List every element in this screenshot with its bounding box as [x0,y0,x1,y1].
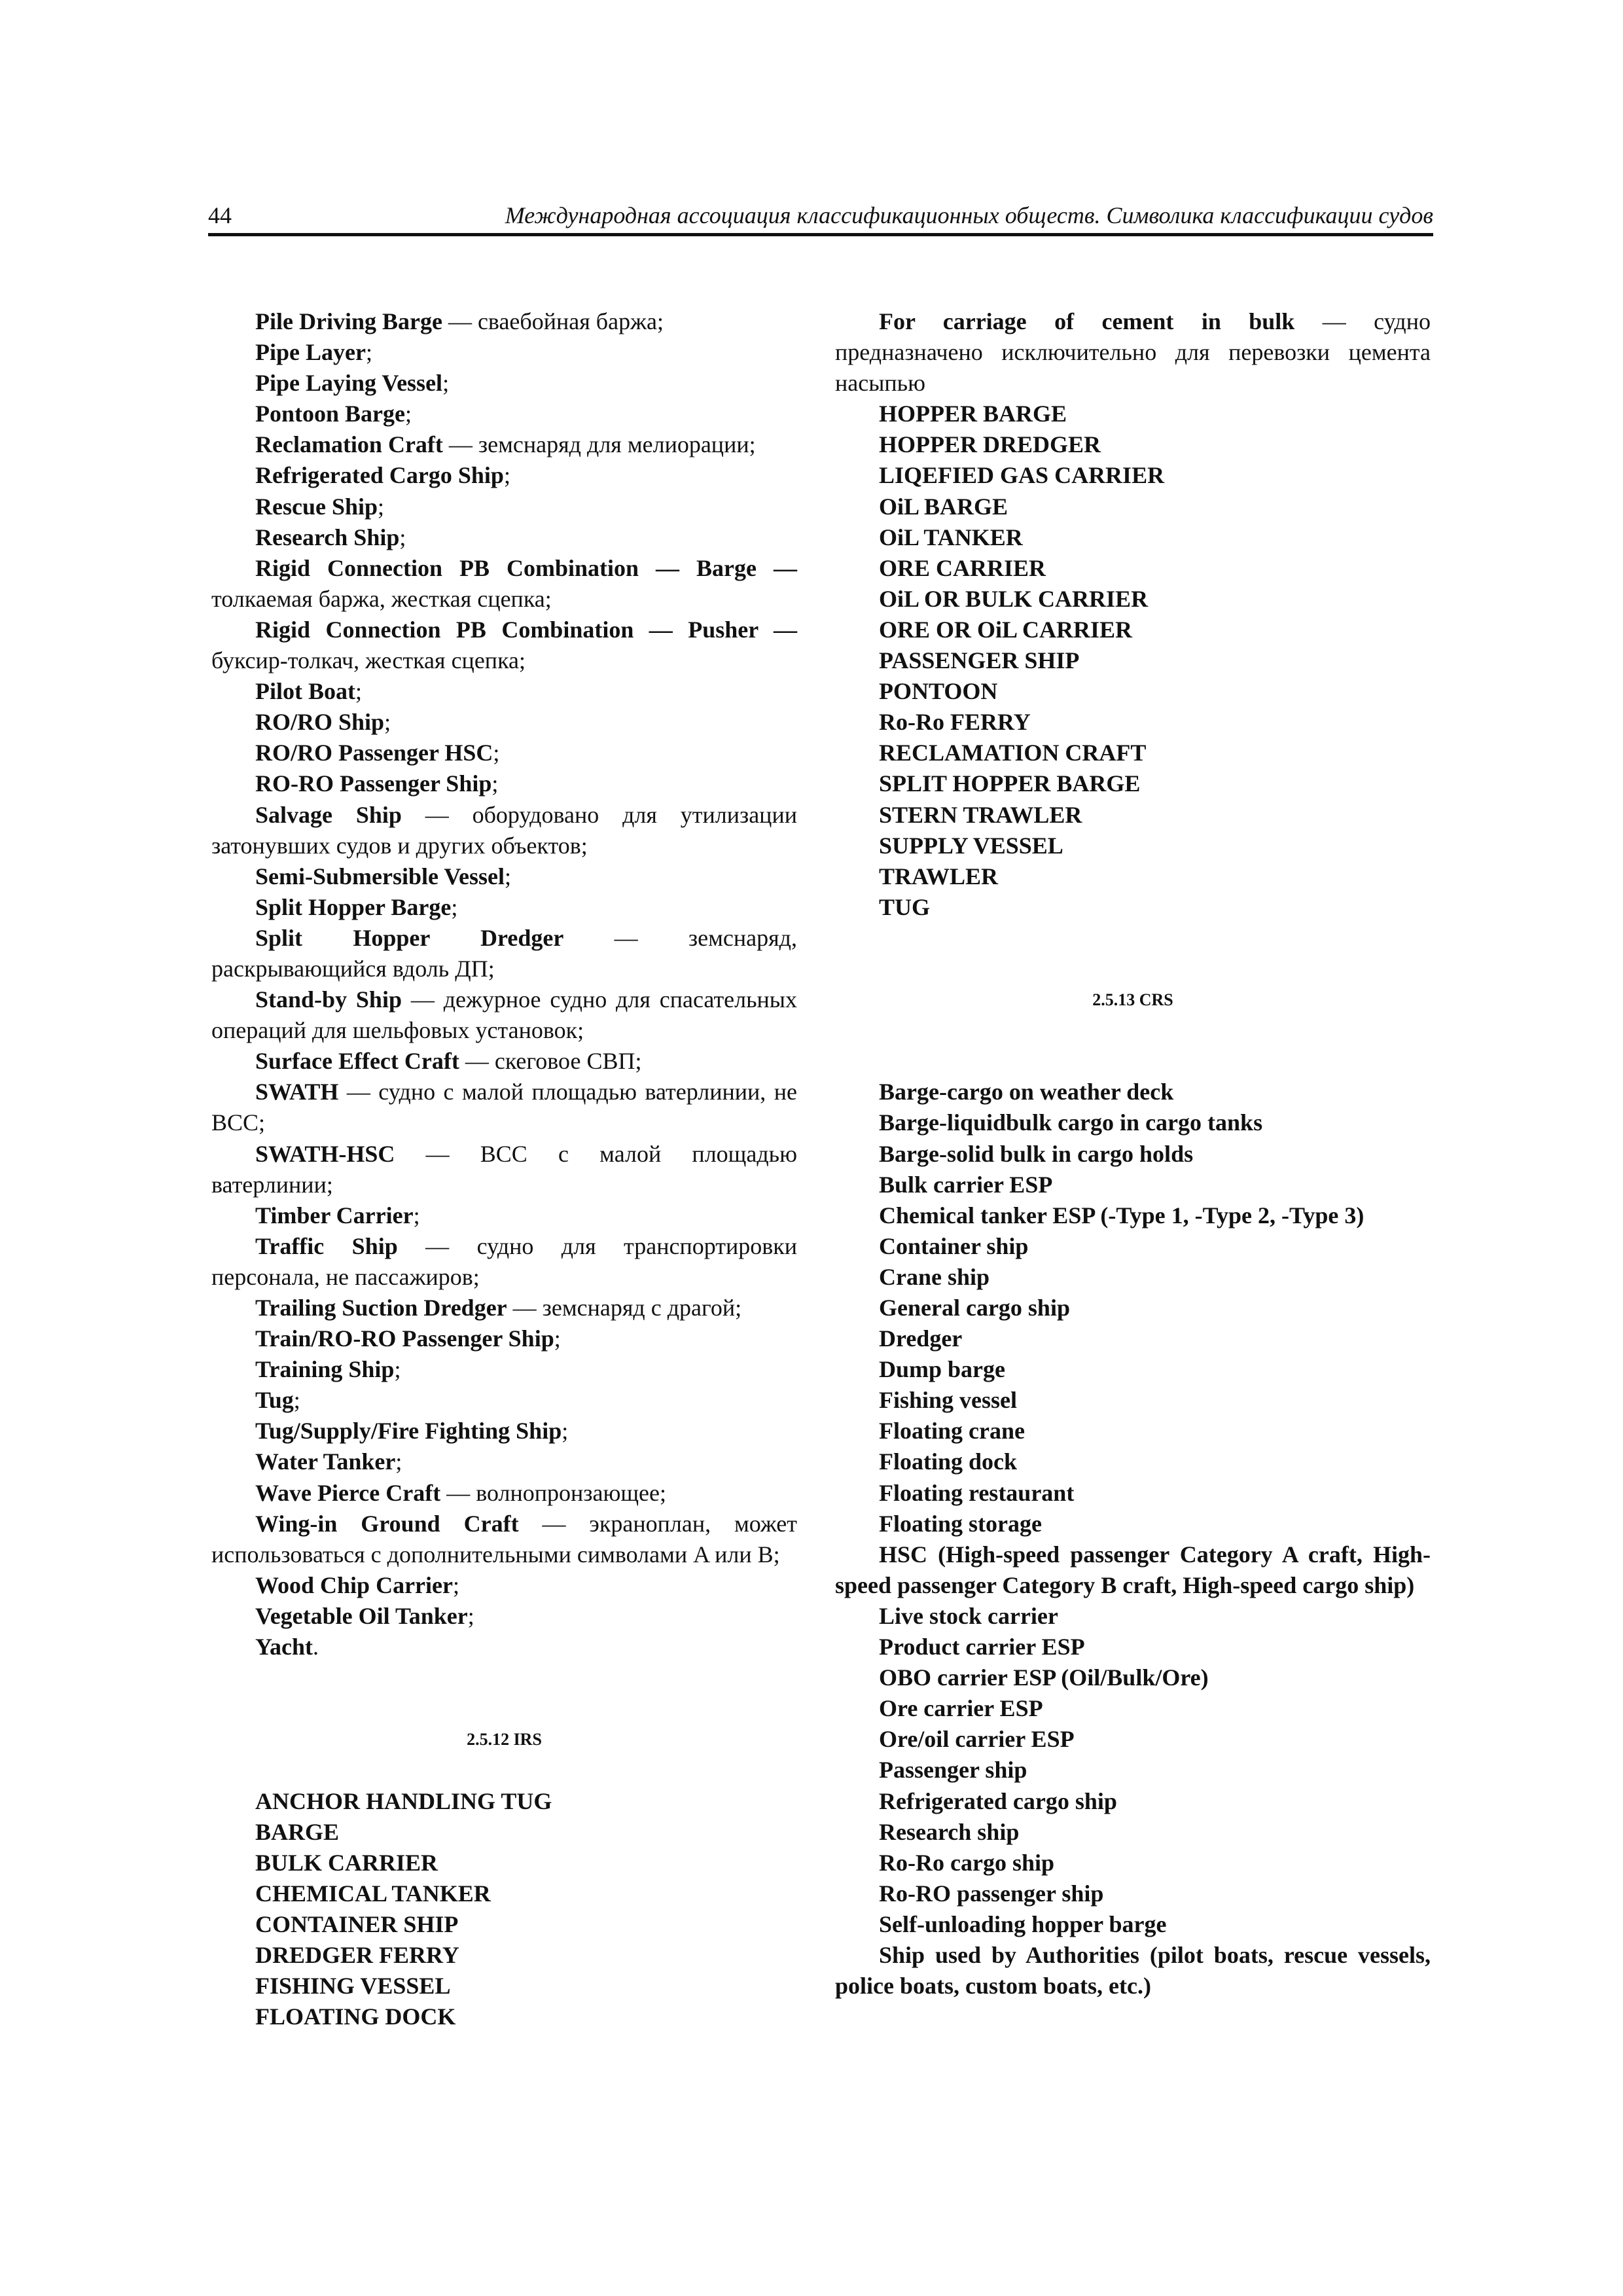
list-item [211,1478,797,1509]
cement-entry [835,306,1431,399]
list-item: Ro-Ro cargo ship [879,1849,1054,1876]
entry-text: ; [365,339,372,366]
list-item [211,337,797,368]
list-item: BARGE [255,1818,340,1845]
list-item: Barge-solid bulk in cargo holds [879,1140,1194,1167]
list-item: BULK CARRIER [255,1849,438,1876]
entry-text: ; [491,770,499,797]
entry-name: Semi-Submersible Vessel [255,863,505,889]
entry-name: Pontoon Barge [255,401,405,427]
list-item: DREDGER FERRY [255,1941,459,1968]
list-item: Barge-cargo on weather deck [879,1079,1174,1105]
list-item [211,460,797,491]
entry-text: ; [293,1387,300,1414]
list-item: Ore carrier ESP [879,1695,1043,1722]
list-item [211,923,797,984]
list-item [211,1354,797,1385]
list-item: Live stock carrier [879,1602,1058,1629]
list-item: PONTOON [879,678,998,705]
entry-text: ; [405,401,412,427]
entry-name: Stand-by Ship [255,986,402,1013]
irs-list-part-2 [835,399,1431,923]
list-item: FLOATING DOCK [255,2003,456,2030]
crs-list-part-1 [835,1077,1431,1539]
list-item: PASSENGER SHIP [879,647,1080,674]
entry-text: ; [442,370,450,397]
list-item: OiL OR BULK CARRIER [879,585,1149,612]
entry-text: ; [399,524,406,550]
entry-text: ; [562,1418,569,1444]
list-item: Dump barge [879,1356,1006,1383]
entry-name: Pipe Laying Vessel [255,370,443,397]
entry-name: Surface Effect Craft [255,1048,459,1075]
entry-text: ; [554,1325,561,1352]
entry-text: ; [384,709,391,736]
list-item: Refrigerated cargo ship [879,1787,1117,1814]
list-item: Product carrier ESP [879,1634,1085,1660]
list-item [211,1231,797,1293]
entry-text: ; [505,863,512,889]
entry-text: — ВСС с малой площадью ватерлинии; [211,1140,797,1198]
entry-name: Refrigerated Cargo Ship [255,462,504,489]
left-column [211,306,797,2032]
entry-name: Reclamation Craft [255,431,443,458]
list-item [211,1077,797,1138]
list-item [211,1570,797,1601]
crs-hsc-entry: HSC (High-speed passenger Category A craft, High-speed passenger Category B craft, High-speed cargo ship) [835,1541,1431,1598]
list-item: Ore/oil carrier ESP [879,1726,1075,1753]
entry-name: Timber Carrier [255,1202,414,1229]
list-item: ORE CARRIER [879,554,1046,581]
entry-text: — земснаряд, раскрывающийся вдоль ДП; [211,924,797,982]
list-item: Ro-Ro FERRY [879,709,1031,736]
right-column [835,306,1431,2001]
entry-name: RO-RO Passenger Ship [255,770,492,797]
crs-authorities-entry: Ship used by Authorities (pilot boats, rescue vessels, police boats, custom boats, etc.) [835,1941,1431,2000]
entry-text: ; [451,893,458,920]
entry-text: ; [395,1448,402,1475]
list-item [211,768,797,799]
list-item: SUPPLY VESSEL [879,832,1063,859]
entry-name: Water Tanker [255,1448,396,1475]
entry-name: For carriage of cement in bulk [879,308,1295,334]
entry-name: Rescue Ship [255,493,378,520]
page-number: 44 [208,202,232,228]
list-item [211,1601,797,1632]
entry-text: — дежурное судно для спасательных операций для шельфовых установок; [211,986,797,1044]
entry-text: ; [503,462,510,489]
list-item [211,399,797,429]
entry-name: Trailing Suction Dredger [255,1295,507,1321]
entry-name: RO/RO Passenger HSC [255,740,493,766]
entry-text: — земснаряд с драгой; [507,1295,742,1321]
entry-text: — судно предназначено исключительно для перевозки цемента насыпью [835,308,1431,397]
section-heading-crs: 2.5.13 CRS [1092,990,1173,1010]
entry-text: ; [467,1602,474,1629]
page-header [208,198,1433,232]
list-item [211,615,797,676]
entry-name: RO/RO Ship [255,709,385,736]
entry-text: ; [355,678,362,705]
entry-name: Wood Chip Carrier [255,1571,453,1598]
entry-text: ; [378,493,385,520]
entry-name: Wave Pierce Craft [255,1479,441,1506]
list-item: OBO carrier ESP (Oil/Bulk/Ore) [879,1664,1209,1691]
list-item: Ro-RO passenger ship [879,1880,1104,1907]
list-item [211,429,797,460]
list-item [211,1200,797,1231]
spacer [835,923,1431,954]
list-item: HOPPER DREDGER [879,431,1101,458]
list-item: Barge-liquidbulk cargo in cargo tanks [879,1109,1263,1136]
entry-text: ; [394,1356,401,1383]
list-item [211,1509,797,1570]
list-item [211,892,797,923]
entry-name: Research Ship [255,524,400,550]
entry-text: — судно для транспортировки персонала, не пассажиров; [211,1232,797,1290]
list-item: TRAWLER [879,863,999,889]
entry-text: буксир-толкач, жесткая сцепка; [211,647,526,674]
entry-text: — земснаряд для мелиорации; [442,431,756,458]
entry-text: — судно с малой площадью ватерлинии, не ВСС; [211,1079,797,1136]
list-item: HOPPER BARGE [879,401,1067,427]
entry-name: Vegetable Oil Tanker [255,1602,468,1629]
list-item [211,676,797,707]
list-item: Floating dock [879,1448,1018,1475]
list-item: ORE OR OiL CARRIER [879,616,1133,643]
list-item: RECLAMATION CRAFT [879,740,1147,766]
entry-name: Pipe Layer [255,339,366,366]
list-item [211,1632,797,1662]
entry-text: ; [413,1202,420,1229]
list-item [211,1416,797,1446]
list-item: FISHING VESSEL [255,1973,451,2000]
header-rule [208,233,1433,236]
list-item: OiL TANKER [879,524,1023,550]
list-item [211,306,797,337]
list-item [211,1046,797,1077]
entry-text: — скеговое СВП; [459,1048,642,1075]
entry-name: Pile Driving Barge [255,308,442,334]
vessel-type-list [211,306,797,1662]
list-item: Crane ship [879,1263,990,1290]
irs-list-part-1 [211,1786,797,2033]
list-item [211,492,797,522]
spacer [835,1046,1431,1077]
entry-text: — волнопронзающее; [440,1479,667,1506]
entry-text: . [313,1634,319,1660]
crs-list-part-2 [835,1601,1431,1940]
entry-name: Tug/Supply/Fire Fighting Ship [255,1418,562,1444]
list-item [211,984,797,1046]
entry-name: Training Ship [255,1356,395,1383]
list-item: Chemical tanker ESP (-Type 1, -Type 2, -Type 3) [879,1202,1364,1229]
entry-text: толкаемая баржа, жесткая сцепка; [211,585,552,612]
list-item: Fishing vessel [879,1387,1018,1414]
list-item: LIQEFIED GAS CARRIER [879,462,1165,489]
list-item: Dredger [879,1325,963,1352]
list-item: Floating restaurant [879,1479,1075,1506]
running-title: Международная ассоциация классификационных обществ. Символика классификации судов [505,202,1433,228]
spacer [211,1755,797,1785]
spacer [211,1662,797,1693]
list-item: Self-unloading hopper barge [879,1910,1167,1937]
list-item: CHEMICAL TANKER [255,1880,491,1907]
entry-name: Train/RO-RO Passenger Ship [255,1325,554,1352]
list-item: CONTAINER SHIP [255,1910,459,1937]
list-item [211,1446,797,1477]
list-item: Research ship [879,1818,1020,1845]
list-item: Floating crane [879,1418,1025,1444]
list-item [211,800,797,861]
entry-name: SWATH-HSC [255,1140,395,1167]
list-item [211,553,797,615]
list-item [211,522,797,553]
entry-name: Salvage Ship [255,801,402,828]
list-item [211,738,797,768]
entry-name: Tug [255,1387,294,1414]
spacer [211,1693,797,1724]
entry-text: — сваебойная баржа; [442,308,664,334]
list-item: ANCHOR HANDLING TUG [255,1787,552,1814]
spacer [835,954,1431,984]
entry-name: Traffic Ship [255,1232,398,1259]
list-item: SPLIT HOPPER BARGE [879,770,1141,797]
section-heading-irs: 2.5.12 IRS [467,1730,542,1749]
list-item [211,1139,797,1200]
list-item [211,861,797,892]
list-item [211,368,797,399]
list-item: OiL BARGE [879,493,1008,520]
entry-name: Rigid Connection PB Combination — Pusher — [255,616,797,643]
list-item [211,707,797,738]
entry-name: Split Hopper Barge [255,893,452,920]
entry-text: ; [493,740,500,766]
entry-text: — экраноплан, может использоваться с дополнительными символами A или B; [211,1510,797,1568]
list-item [211,1323,797,1354]
entry-name: Yacht [255,1634,313,1660]
entry-name: SWATH [255,1079,339,1105]
entry-name: Pilot Boat [255,678,355,705]
entry-name: Wing-in Ground Craft [255,1510,519,1537]
entry-name: Split Hopper Dredger [255,924,564,951]
list-item [211,1385,797,1416]
list-item: Bulk carrier ESP [879,1171,1053,1198]
spacer [835,1015,1431,1046]
list-item: TUG [879,893,931,920]
entry-name: Rigid Connection PB Combination — Barge — [255,554,797,581]
list-item: STERN TRAWLER [879,801,1082,828]
list-item: General cargo ship [879,1295,1070,1321]
entry-text: — оборудовано для утилизации затонувших судов и других объектов; [211,801,797,859]
entry-text: ; [453,1571,460,1598]
list-item [211,1293,797,1323]
list-item: Floating storage [879,1510,1042,1537]
list-item: Passenger ship [879,1757,1027,1784]
list-item: Container ship [879,1232,1029,1259]
